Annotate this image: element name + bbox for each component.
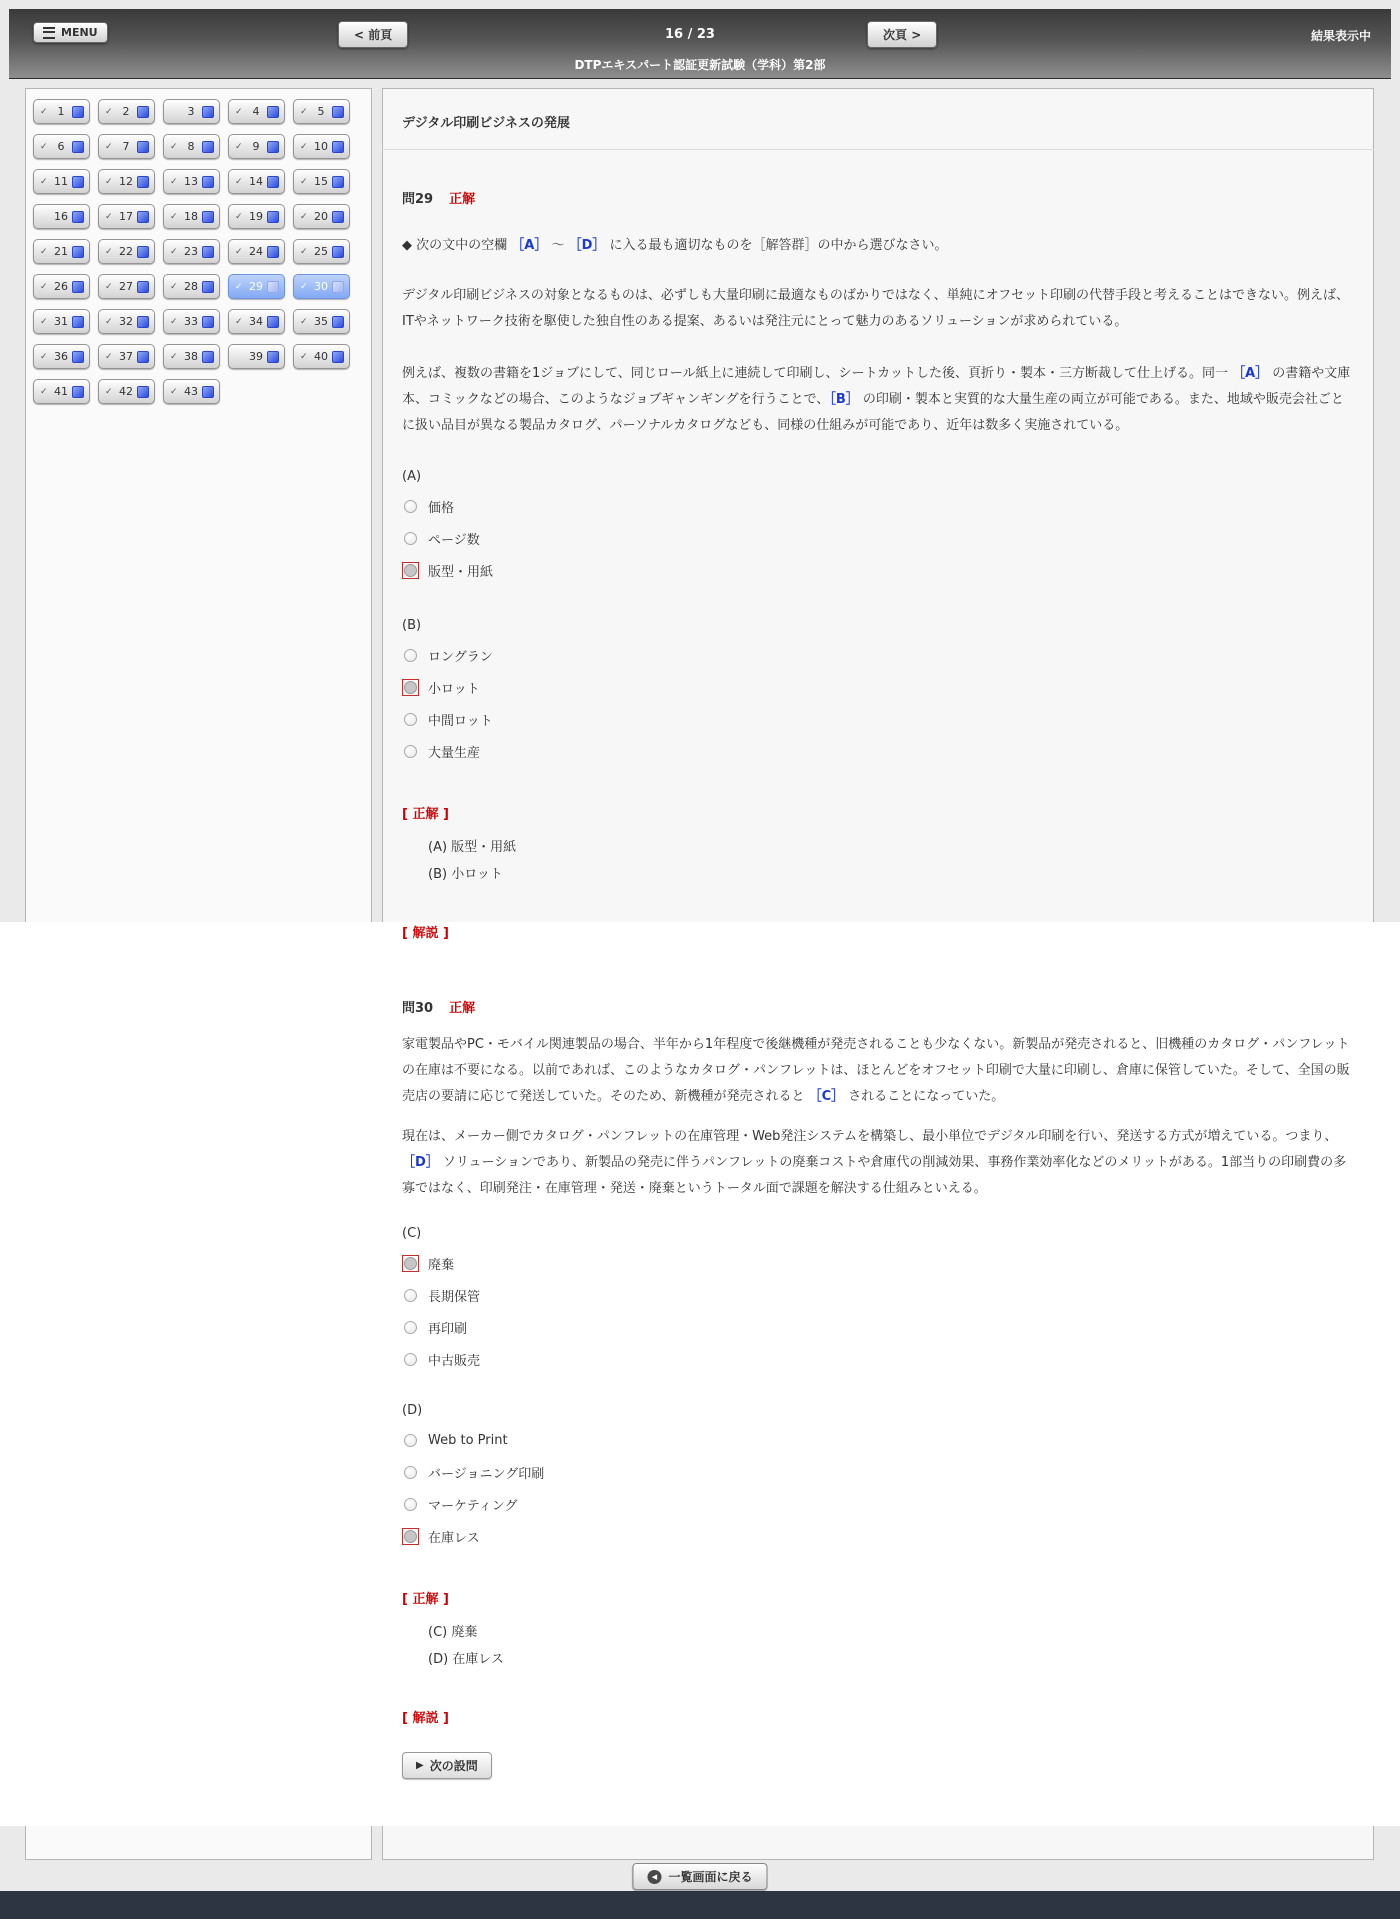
answered-check-icon: ✓ xyxy=(300,246,308,257)
flag-square-icon xyxy=(267,106,279,118)
q30-result-badge: 正解 xyxy=(449,1001,476,1016)
hamburger-icon xyxy=(43,27,55,39)
option-label: 中間ロット xyxy=(428,713,493,729)
next-question-label: 次の設問 xyxy=(429,1759,478,1773)
flag-square-icon xyxy=(137,351,149,363)
q30-paragraph: 現在は、メーカー側でカタログ・パンフレットの在庫管理・Web発注システムを構築し、最小単位でデジタル印刷を行い、発送する方式が増えている。つまり、［D］ ソリューションであり、新製品の発売に伴うパンフレットの廃棄コストや倉庫代の削減効果、事務作業効率化などのメリットがある。1部当りの印刷費の多寡ではなく、印刷発注・在庫管理・発送・廃棄というトータル面で課題を解決する仕組みといえる。 xyxy=(402,1129,1347,1196)
answer-option[interactable] xyxy=(402,554,1354,586)
q29-paragraph: 例えば、複数の書籍を1ジョブにして、同じロール紙上に連続して印刷し、シートカットした後、頁折り・製本・三方断裁して仕上げる。同一 ［A］ の書籍や文庫本、コミックなどの場合、このようなジョブギャンギングを行うことで、［B］ の印刷・製本と実質的な大量生産の両立が可能である。また、地域や販売会社ごとに扱い品目が異なる製品カタログ、パーソナルカタログなども、同様の仕組みが可能であり、近年は数多く実施されている。 xyxy=(402,366,1351,433)
q29-header xyxy=(402,188,1354,207)
question-button-11[interactable] xyxy=(33,169,90,194)
q29-paragraph: デジタル印刷ビジネスの対象となるものは、必ずしも大量印刷に最適なものばかりではなく、単純にオフセット印刷の代替手段と考えることはできない。例えば、ITやネットワーク技術を駆使した独自性のある提案、あるいは発注元にとって魅力のあるソリューションが求められている。 xyxy=(402,288,1350,329)
question-button-42[interactable] xyxy=(98,379,155,404)
question-number: 38 xyxy=(184,350,198,363)
question-button-14[interactable] xyxy=(228,169,285,194)
radio-circle xyxy=(404,500,417,513)
question-number: 19 xyxy=(249,210,263,223)
radio-circle xyxy=(404,1530,417,1543)
answered-check-icon: ✓ xyxy=(235,106,243,117)
answered-check-icon: ✓ xyxy=(235,246,243,257)
answered-check-icon: ✓ xyxy=(300,351,308,362)
question-number: 2 xyxy=(122,105,130,118)
answered-check-icon: ✓ xyxy=(40,316,48,327)
question-button-21[interactable] xyxy=(33,239,90,264)
answered-check-icon: ✓ xyxy=(235,211,243,222)
q29-prompt: ◆ 次の文中の空欄 ［A］ ～ ［D］ に入る最も適切なものを［解答群］の中から選びなさい。 xyxy=(402,238,948,253)
q30-paragraph: 家電製品やPC・モバイル関連製品の場合、半年から1年程度で後継機種が発売されることも少なくない。新製品が発売されると、旧機種のカタログ・パンフレットの在庫は不要になる。以前であれば、このようなカタログ・パンフレットは、ほとんどをオフセット印刷で大量に印刷し、倉庫に保管していた。そして、全国の販売店の要請に応じて発送していた。そのため、新機種が発売されると ［C］ されることになっていた。 xyxy=(402,1037,1350,1104)
answered-check-icon: ✓ xyxy=(170,246,178,257)
blank-token: ［C］ xyxy=(808,1089,845,1104)
answer-option[interactable] xyxy=(402,522,1354,554)
answered-check-icon: ✓ xyxy=(170,351,178,362)
next-question-button[interactable] xyxy=(402,1752,492,1779)
radio-icon xyxy=(402,1464,419,1481)
flag-square-icon xyxy=(72,386,84,398)
question-content xyxy=(382,88,1374,1779)
option-label: ロングラン xyxy=(428,649,493,665)
answer-option[interactable] xyxy=(402,1247,1354,1279)
question-number: 6 xyxy=(57,140,65,153)
result-mode-status: 結果表示中 xyxy=(1310,29,1371,43)
option-label: 小ロット xyxy=(428,681,480,697)
question-number: 24 xyxy=(249,245,263,258)
question-number: 8 xyxy=(187,140,195,153)
page-indicator: 16 / 23 xyxy=(665,27,715,42)
question-number: 32 xyxy=(119,315,133,328)
option-label: 大量生産 xyxy=(428,745,481,761)
correct-answer-line: (C) 廃棄 xyxy=(428,1625,478,1640)
radio-icon xyxy=(402,530,419,547)
answered-check-icon: ✓ xyxy=(170,141,178,152)
question-number: 12 xyxy=(119,175,133,188)
flag-square-icon xyxy=(332,281,344,293)
prev-page-button[interactable] xyxy=(338,21,408,48)
question-button-24[interactable] xyxy=(228,239,285,264)
q30-correct-answers xyxy=(428,1619,1354,1673)
question-number: 31 xyxy=(54,315,68,328)
answer-options-c xyxy=(402,1247,1354,1375)
flag-square-icon xyxy=(202,246,214,258)
answer-group-label-a: (A) xyxy=(402,469,422,484)
answered-check-icon: ✓ xyxy=(105,246,113,257)
exam-title: DTPエキスパート認証更新試験（学科）第2部 xyxy=(574,58,826,72)
flag-square-icon xyxy=(267,351,279,363)
answered-check-icon: ✓ xyxy=(300,176,308,187)
flag-square-icon xyxy=(332,211,344,223)
play-right-icon: ▶ xyxy=(416,1760,424,1771)
question-number: 25 xyxy=(314,245,328,258)
bottom-navy-bar xyxy=(0,1891,1400,1919)
answered-check-icon: ✓ xyxy=(235,281,243,292)
answered-check-icon: ✓ xyxy=(300,211,308,222)
flag-square-icon xyxy=(137,106,149,118)
flag-square-icon xyxy=(202,106,214,118)
question-number: 35 xyxy=(314,315,328,328)
question-number: 34 xyxy=(249,315,263,328)
option-label: 版型・用紙 xyxy=(428,564,494,580)
blank-token: ［D］ xyxy=(568,238,606,253)
flag-square-icon xyxy=(202,351,214,363)
flag-square-icon xyxy=(267,211,279,223)
flag-square-icon xyxy=(267,281,279,293)
radio-icon xyxy=(402,1351,419,1368)
answered-check-icon: ✓ xyxy=(300,106,308,117)
flag-square-icon xyxy=(267,316,279,328)
answered-check-icon: ✓ xyxy=(170,316,178,327)
correct-answer-line: (D) 在庫レス xyxy=(428,1652,504,1667)
answer-options-a xyxy=(402,490,1354,586)
answered-check-icon: ✓ xyxy=(300,141,308,152)
question-grid xyxy=(26,89,371,414)
question-button-5[interactable] xyxy=(293,99,350,124)
radio-selected-icon xyxy=(402,679,419,696)
radio-circle xyxy=(404,681,417,694)
option-label: 価格 xyxy=(428,500,455,516)
q30-explanation-header: [ 解説 ] xyxy=(402,1711,449,1726)
option-label: 長期保管 xyxy=(428,1289,481,1305)
radio-icon xyxy=(402,1496,419,1513)
question-number: 13 xyxy=(184,175,198,188)
answer-option[interactable] xyxy=(402,639,1354,671)
radio-icon xyxy=(402,1287,419,1304)
radio-circle xyxy=(404,1289,417,1302)
question-button-41[interactable] xyxy=(33,379,90,404)
flag-square-icon xyxy=(202,211,214,223)
question-number: 10 xyxy=(314,140,328,153)
flag-square-icon xyxy=(72,316,84,328)
answer-option[interactable] xyxy=(402,1279,1354,1311)
back-to-list-button[interactable] xyxy=(632,1863,767,1890)
question-number: 4 xyxy=(252,105,260,118)
answered-check-icon: ✓ xyxy=(105,316,113,327)
answered-check-icon: ✓ xyxy=(105,386,113,397)
answered-check-icon: ✓ xyxy=(40,141,48,152)
question-number: 28 xyxy=(184,280,198,293)
q29-correct-header: [ 正解 ] xyxy=(402,807,449,822)
question-button-40[interactable] xyxy=(293,344,350,369)
question-button-32[interactable] xyxy=(98,309,155,334)
question-button-2[interactable] xyxy=(98,99,155,124)
menu-button-label: MENU xyxy=(61,26,98,39)
question-button-31[interactable] xyxy=(33,309,90,334)
question-button-43[interactable] xyxy=(163,379,220,404)
flag-square-icon xyxy=(332,141,344,153)
q29-correct-answers xyxy=(428,834,1354,888)
answer-group-label-d: (D) xyxy=(402,1403,423,1418)
flag-square-icon xyxy=(202,176,214,188)
question-button-34[interactable] xyxy=(228,309,285,334)
answered-check-icon: ✓ xyxy=(40,281,48,292)
question-button-33[interactable] xyxy=(163,309,220,334)
answer-options-b xyxy=(402,639,1354,767)
question-button-19[interactable] xyxy=(228,204,285,229)
answered-check-icon: ✓ xyxy=(40,106,48,117)
flag-square-icon xyxy=(332,351,344,363)
back-to-list-label: 一覧画面に戻る xyxy=(668,1870,753,1884)
question-number: 16 xyxy=(54,210,68,223)
radio-icon xyxy=(402,1319,419,1336)
flag-square-icon xyxy=(137,176,149,188)
question-button-25[interactable] xyxy=(293,239,350,264)
answer-option[interactable] xyxy=(402,671,1354,703)
question-number: 42 xyxy=(119,385,133,398)
answer-options-d xyxy=(402,1424,1354,1552)
question-number: 27 xyxy=(119,280,133,293)
flag-square-icon xyxy=(137,141,149,153)
answer-option[interactable] xyxy=(402,1456,1354,1488)
question-number: 20 xyxy=(314,210,328,223)
question-button-12[interactable] xyxy=(98,169,155,194)
option-label: ページ数 xyxy=(428,532,480,548)
question-number: 26 xyxy=(54,280,68,293)
question-button-13[interactable] xyxy=(163,169,220,194)
answered-check-icon: ✓ xyxy=(40,351,48,362)
question-number: 43 xyxy=(184,385,198,398)
answered-check-icon: ✓ xyxy=(170,386,178,397)
radio-selected-icon xyxy=(402,562,419,579)
question-number: 41 xyxy=(54,385,68,398)
chevron-right-icon: > xyxy=(911,28,922,42)
question-number: 37 xyxy=(119,350,133,363)
answered-check-icon: ✓ xyxy=(235,141,243,152)
answer-option[interactable] xyxy=(402,1343,1354,1375)
radio-circle xyxy=(404,649,417,662)
flag-square-icon xyxy=(72,211,84,223)
flag-square-icon xyxy=(137,246,149,258)
question-button-1[interactable] xyxy=(33,99,90,124)
radio-icon xyxy=(402,1432,419,1449)
flag-square-icon xyxy=(72,141,84,153)
answered-check-icon: ✓ xyxy=(40,246,48,257)
answered-check-icon: ✓ xyxy=(170,176,178,187)
correct-answer-line: (B) 小ロット xyxy=(428,867,503,882)
option-label: Web to Print xyxy=(428,1432,508,1448)
flag-square-icon xyxy=(202,386,214,398)
question-button-36[interactable] xyxy=(33,344,90,369)
question-button-4[interactable] xyxy=(228,99,285,124)
chevron-left-icon: < xyxy=(354,28,365,42)
question-button-20[interactable] xyxy=(293,204,350,229)
question-number: 17 xyxy=(119,210,133,223)
q29-result-badge: 正解 xyxy=(449,192,476,207)
question-button-17[interactable] xyxy=(98,204,155,229)
question-number: 11 xyxy=(54,175,68,188)
content-title: デジタル印刷ビジネスの発展 xyxy=(402,116,570,131)
question-button-35[interactable] xyxy=(293,309,350,334)
question-button-27[interactable] xyxy=(98,274,155,299)
question-button-3[interactable] xyxy=(163,99,220,124)
radio-circle xyxy=(404,532,417,545)
flag-square-icon xyxy=(137,386,149,398)
answered-check-icon: ✓ xyxy=(105,106,113,117)
flag-square-icon xyxy=(267,176,279,188)
q29-number: 問29 xyxy=(402,192,434,207)
question-button-30[interactable] xyxy=(293,274,350,299)
question-button-10[interactable] xyxy=(293,134,350,159)
flag-square-icon xyxy=(202,281,214,293)
radio-selected-icon xyxy=(402,1255,419,1272)
answered-check-icon: ✓ xyxy=(300,316,308,327)
answered-check-icon: ✓ xyxy=(105,211,113,222)
question-button-22[interactable] xyxy=(98,239,155,264)
radio-circle xyxy=(404,1466,417,1479)
prev-page-label: 前頁 xyxy=(368,28,393,42)
answer-option[interactable] xyxy=(402,703,1354,735)
question-number: 21 xyxy=(54,245,68,258)
question-button-29[interactable] xyxy=(228,274,285,299)
answered-check-icon: ✓ xyxy=(40,176,48,187)
question-number: 9 xyxy=(252,140,260,153)
radio-circle xyxy=(404,1321,417,1334)
q30-correct-header: [ 正解 ] xyxy=(402,1592,449,1607)
question-button-28[interactable] xyxy=(163,274,220,299)
answered-check-icon: ✓ xyxy=(105,176,113,187)
q30-header xyxy=(402,997,1354,1016)
question-number: 3 xyxy=(187,105,195,118)
q29-explanation-header: [ 解説 ] xyxy=(402,926,449,941)
answer-option[interactable] xyxy=(402,1424,1354,1456)
question-number: 39 xyxy=(249,350,263,363)
q30-number: 問30 xyxy=(402,1001,434,1016)
flag-square-icon xyxy=(72,106,84,118)
flag-square-icon xyxy=(137,281,149,293)
radio-icon xyxy=(402,647,419,664)
flag-square-icon xyxy=(267,246,279,258)
flag-square-icon xyxy=(332,176,344,188)
question-button-9[interactable] xyxy=(228,134,285,159)
option-label: 再印刷 xyxy=(428,1321,468,1337)
question-number: 15 xyxy=(314,175,328,188)
question-button-23[interactable] xyxy=(163,239,220,264)
question-number: 18 xyxy=(184,210,198,223)
flag-square-icon xyxy=(72,176,84,188)
radio-circle xyxy=(404,564,417,577)
radio-circle xyxy=(404,1257,417,1270)
question-number: 5 xyxy=(317,105,325,118)
radio-circle xyxy=(404,1498,417,1511)
flag-square-icon xyxy=(72,281,84,293)
question-number: 1 xyxy=(57,105,65,118)
blank-token: ［A］ xyxy=(1232,366,1269,381)
answered-check-icon: ✓ xyxy=(105,351,113,362)
question-number: 29 xyxy=(249,280,263,293)
flag-square-icon xyxy=(137,211,149,223)
answer-option[interactable] xyxy=(402,1488,1354,1520)
flag-square-icon xyxy=(332,246,344,258)
answered-check-icon: ✓ xyxy=(170,211,178,222)
correct-answer-line: (A) 版型・用紙 xyxy=(428,840,517,855)
flag-square-icon xyxy=(332,316,344,328)
answer-option[interactable] xyxy=(402,490,1354,522)
radio-icon xyxy=(402,498,419,515)
blank-token: ［B］ xyxy=(829,392,859,407)
flag-square-icon xyxy=(72,351,84,363)
option-label: 在庫レス xyxy=(428,1530,480,1546)
answered-check-icon: ✓ xyxy=(300,281,308,292)
answer-option[interactable] xyxy=(402,1520,1354,1552)
answered-check-icon: ✓ xyxy=(235,316,243,327)
flag-square-icon xyxy=(72,246,84,258)
radio-circle xyxy=(404,1434,417,1447)
title-divider xyxy=(382,149,1374,150)
answer-option[interactable] xyxy=(402,735,1354,767)
top-toolbar xyxy=(9,9,1391,79)
question-button-16[interactable] xyxy=(33,204,90,229)
option-label: マーケティング xyxy=(428,1498,518,1514)
radio-icon xyxy=(402,711,419,728)
option-label: バージョニング印刷 xyxy=(428,1466,545,1482)
flag-square-icon xyxy=(332,106,344,118)
question-button-6[interactable] xyxy=(33,134,90,159)
radio-icon xyxy=(402,743,419,760)
back-circle-icon: ◀ xyxy=(647,1870,661,1884)
answer-group-label-b: (B) xyxy=(402,618,422,633)
menu-button[interactable] xyxy=(33,22,108,43)
next-page-label: 次頁 xyxy=(883,28,908,42)
question-button-39[interactable] xyxy=(228,344,285,369)
question-number: 7 xyxy=(122,140,130,153)
question-button-7[interactable] xyxy=(98,134,155,159)
question-button-18[interactable] xyxy=(163,204,220,229)
flag-square-icon xyxy=(267,141,279,153)
answered-check-icon: ✓ xyxy=(40,386,48,397)
question-number: 22 xyxy=(119,245,133,258)
answered-check-icon: ✓ xyxy=(105,281,113,292)
question-number: 30 xyxy=(314,280,328,293)
flag-square-icon xyxy=(137,316,149,328)
radio-selected-icon xyxy=(402,1528,419,1545)
next-page-button[interactable] xyxy=(867,21,937,48)
answered-check-icon: ✓ xyxy=(170,281,178,292)
radio-circle xyxy=(404,1353,417,1366)
radio-circle xyxy=(404,745,417,758)
question-number: 23 xyxy=(184,245,198,258)
radio-circle xyxy=(404,713,417,726)
question-number: 14 xyxy=(249,175,263,188)
question-button-38[interactable] xyxy=(163,344,220,369)
question-button-8[interactable] xyxy=(163,134,220,159)
answered-check-icon: ✓ xyxy=(105,141,113,152)
blank-token: ［A］ xyxy=(511,238,548,253)
answer-group-label-c: (C) xyxy=(402,1226,422,1241)
option-label: 廃棄 xyxy=(428,1257,455,1273)
answer-option[interactable] xyxy=(402,1311,1354,1343)
flag-square-icon xyxy=(202,316,214,328)
blank-token: ［D］ xyxy=(402,1155,439,1170)
question-button-15[interactable] xyxy=(293,169,350,194)
answered-check-icon: ✓ xyxy=(235,176,243,187)
question-number: 36 xyxy=(54,350,68,363)
flag-square-icon xyxy=(202,141,214,153)
question-number: 40 xyxy=(314,350,328,363)
question-button-26[interactable] xyxy=(33,274,90,299)
option-label: 中古販売 xyxy=(428,1353,481,1369)
question-button-37[interactable] xyxy=(98,344,155,369)
question-number: 33 xyxy=(184,315,198,328)
